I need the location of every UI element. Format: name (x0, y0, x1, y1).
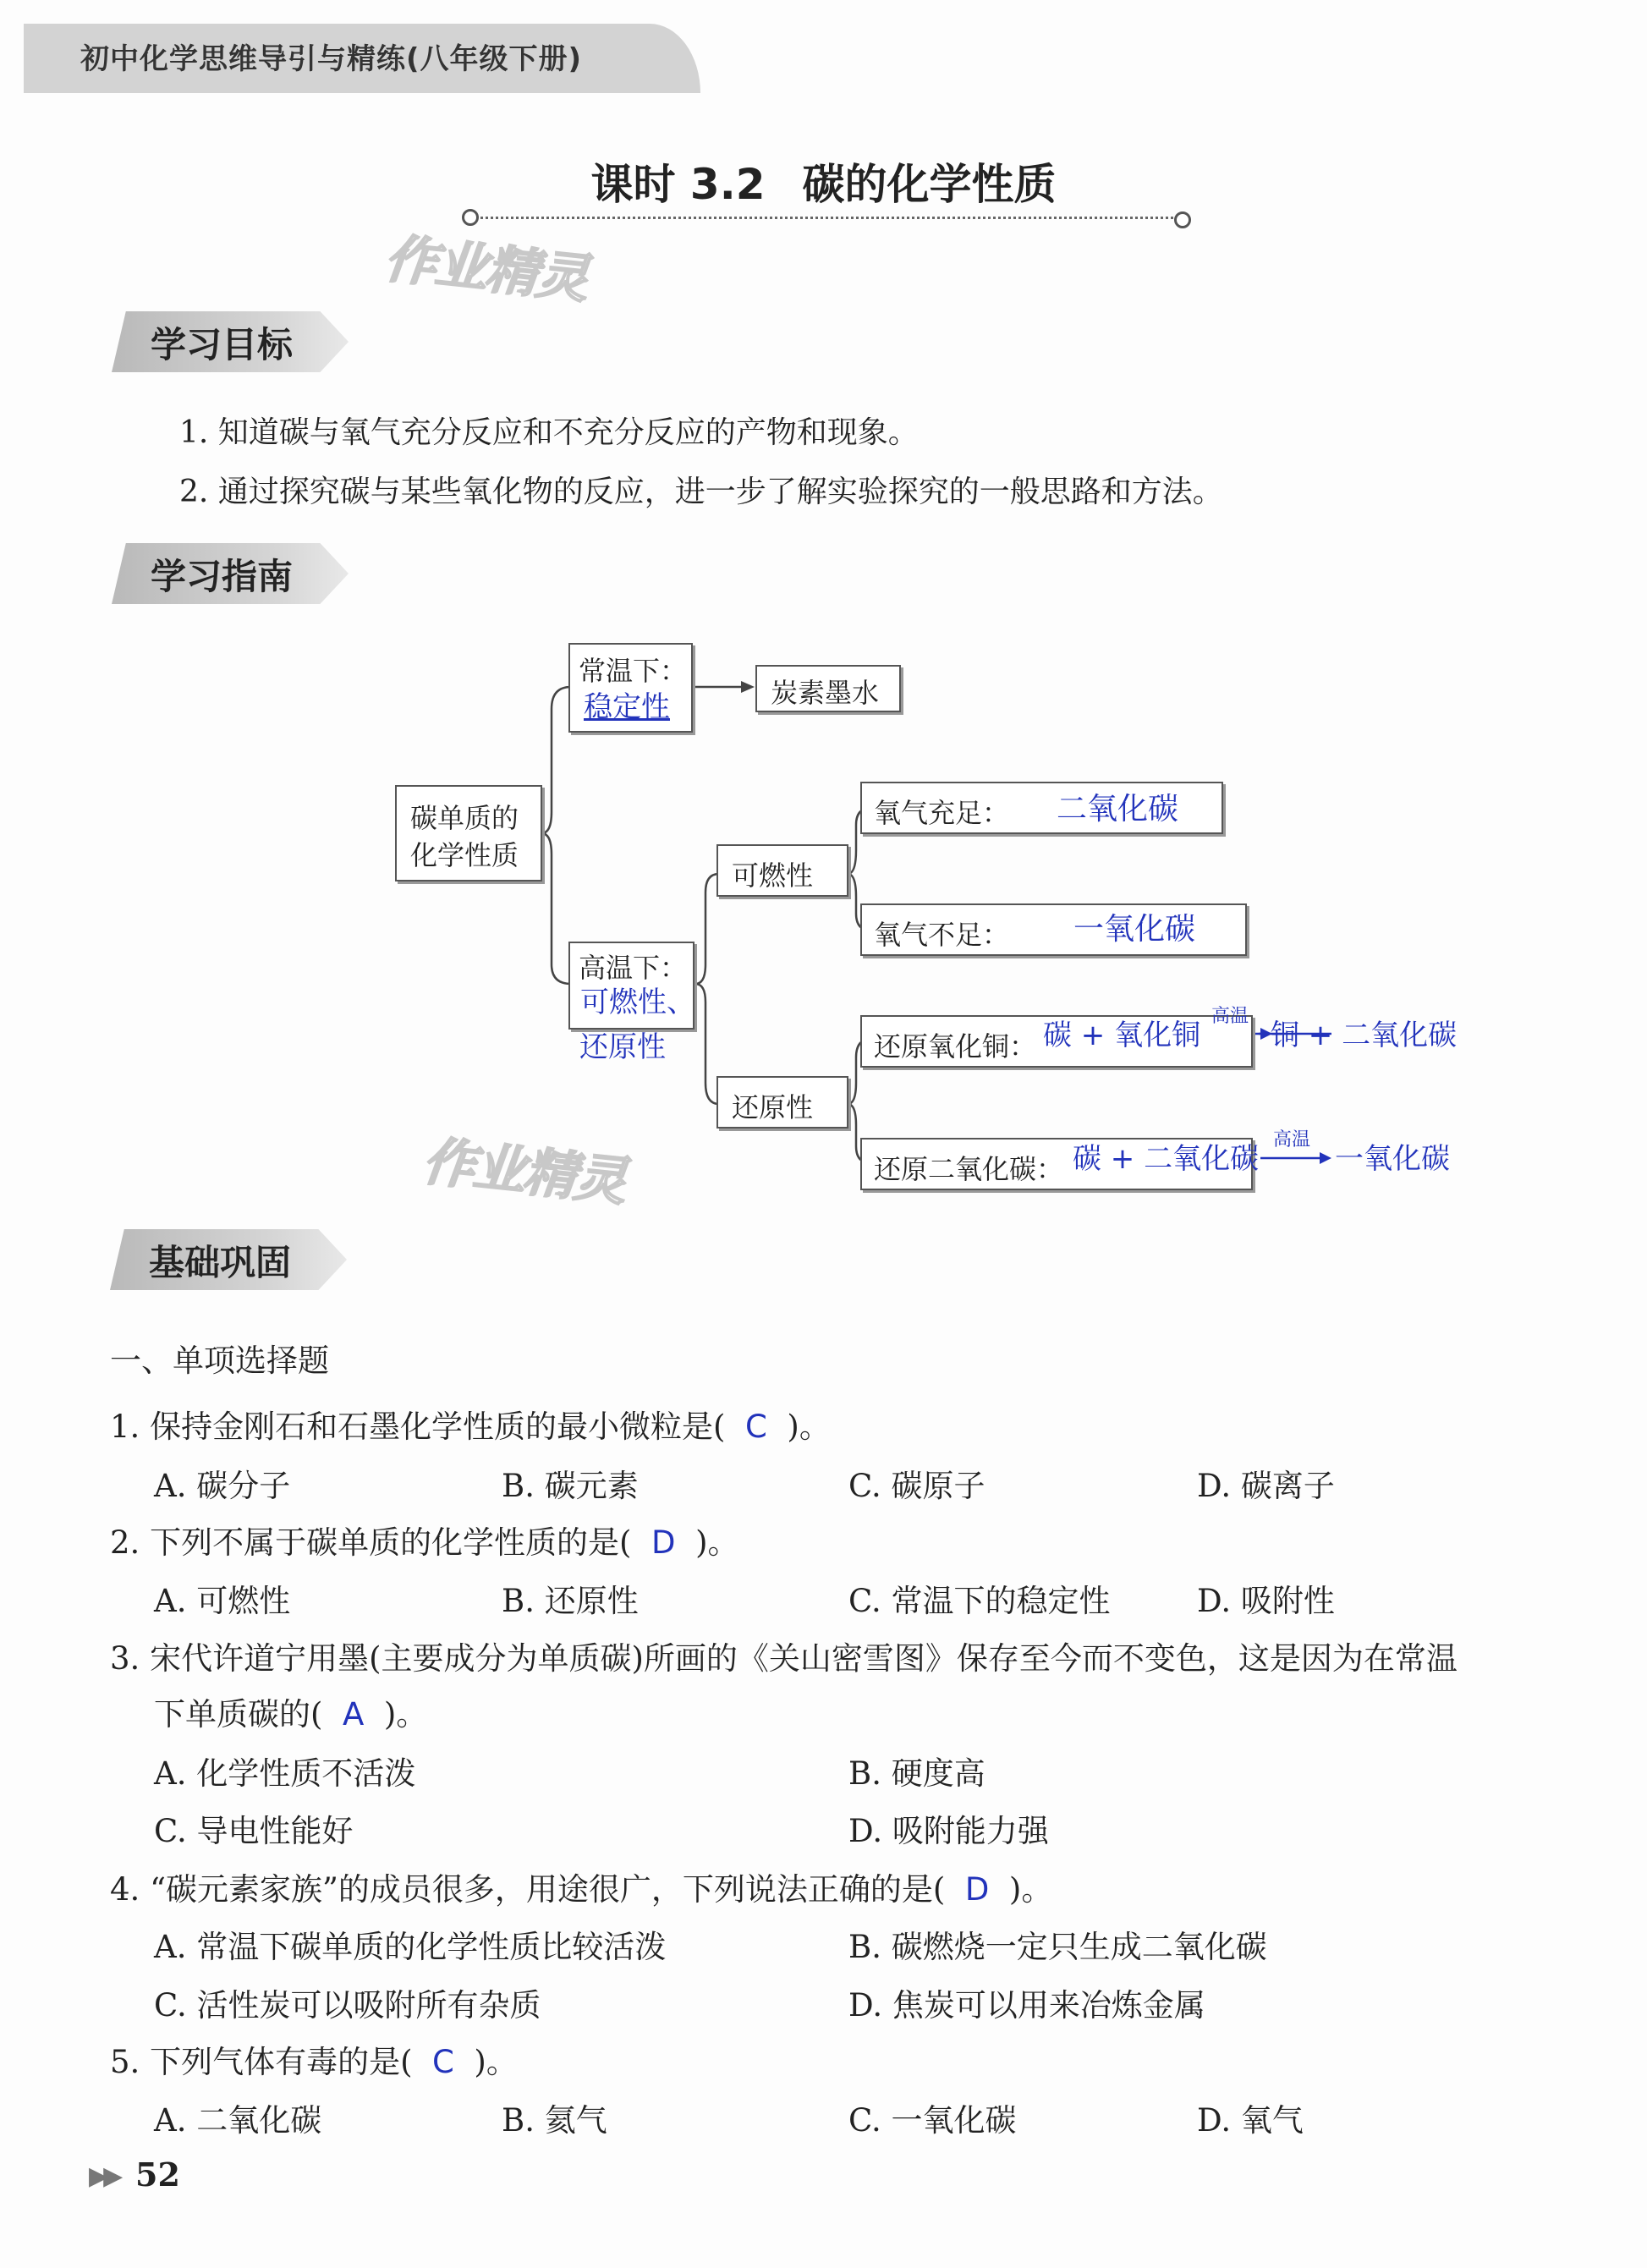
stem-end: )。 (695, 1524, 739, 1561)
section-title-basics: 基础巩固 (149, 1242, 292, 1283)
book-title: 初中化学思维导引与精练(八年级下册) (80, 42, 583, 76)
ink-label: 炭素墨水 (771, 677, 880, 709)
answer: D (651, 1524, 676, 1561)
mindmap-o2-enough (860, 782, 1223, 834)
option: B. 碳元素 (502, 1468, 639, 1504)
stem-text: 4. “碳元素家族”的成员很多，用途很广，下列说法正确的是( (110, 1871, 946, 1908)
mindmap-high-temp (568, 942, 694, 1030)
option: A. 可燃性 (154, 1583, 291, 1619)
mindmap-o2-lack (860, 903, 1247, 956)
option: C. 导电性能好 (154, 1813, 354, 1849)
section-title-objectives: 学习目标 (151, 324, 294, 365)
answer: A (342, 1696, 365, 1733)
question-stem (154, 1689, 427, 1734)
normal-temp-label: 常温下： (579, 655, 688, 687)
reduce-co2-condition: 高温 (1273, 1129, 1311, 1150)
mindmap-root (395, 785, 542, 881)
reduce-co2-reactants: 碳 + 二氧化碳 (1073, 1142, 1260, 1176)
stem-end: )。 (474, 2044, 518, 2080)
option: C. 常温下的稳定性 (848, 1583, 1111, 1619)
option: D. 吸附能力强 (848, 1813, 1049, 1849)
question-stem-line1: 3. 宋代许道宁用墨(主要成分为单质碳)所画的《关山密雪图》保存至今而不变色，这是因为在常温 (110, 1640, 1458, 1677)
stem-text: 5. 下列气体有毒的是( (110, 2044, 413, 2080)
option: C. 一氧化碳 (848, 2102, 1017, 2139)
lesson-number: 课时 3.2 (590, 160, 766, 209)
option: A. 常温下碳单质的化学性质比较活泼 (154, 1929, 667, 1965)
mindmap-normal-temp (568, 643, 693, 733)
stem-text: 1. 保持金刚石和石墨化学性质的最小微粒是( (110, 1409, 726, 1445)
high-temp-answer-1: 可燃性、 (580, 986, 695, 1019)
stem-end: )。 (787, 1409, 831, 1445)
o2-lack-answer: 一氧化碳 (1073, 912, 1196, 947)
option: C. 碳原子 (848, 1468, 985, 1504)
option: D. 焦炭可以用来冶炼金属 (848, 1987, 1205, 2024)
option: B. 还原性 (502, 1583, 639, 1619)
stem-text: 下单质碳的( (154, 1696, 323, 1733)
o2-lack-label: 氧气不足： (874, 919, 1010, 951)
option: B. 硬度高 (848, 1755, 985, 1792)
objective-item: 2. 通过探究碳与某些氧化物的反应，进一步了解实验探究的一般思路和方法。 (179, 475, 1223, 509)
part-heading: 一、单项选择题 (110, 1343, 329, 1379)
option: A. 二氧化碳 (154, 2102, 322, 2139)
reduce-co2-products: 一氧化碳 (1335, 1142, 1450, 1176)
option: B. 氦气 (502, 2102, 607, 2139)
answer: D (964, 1871, 990, 1908)
page-number: 52 (135, 2155, 180, 2194)
option: C. 活性炭可以吸附所有杂质 (154, 1987, 541, 2024)
option: D. 碳离子 (1197, 1468, 1335, 1504)
reducing-label: 还原性 (732, 1091, 814, 1123)
option: B. 碳燃烧一定只生成二氧化碳 (848, 1929, 1267, 1965)
question-stem (110, 1401, 831, 1447)
option: A. 化学性质不活泼 (154, 1755, 416, 1792)
question-stem (110, 2036, 518, 2082)
o2-enough-label: 氧气充足： (874, 797, 1010, 829)
question-stem (110, 1517, 739, 1562)
high-temp-answer-2: 还原性 (579, 1030, 666, 1064)
mindmap-ink (755, 665, 901, 712)
stem-text: 2. 下列不属于碳单质的化学性质的是( (110, 1524, 632, 1561)
page-arrows-icon: ▶▶ (89, 2161, 118, 2191)
stem-end: )。 (383, 1696, 428, 1733)
objective-item: 1. 知道碳与氧气充分反应和不充分反应的产物和现象。 (179, 415, 919, 450)
option: A. 碳分子 (154, 1468, 291, 1504)
high-temp-label: 高温下： (579, 952, 688, 984)
reduce-cuo-reactants: 碳 + 氧化铜 (1043, 1019, 1201, 1052)
mindmap-reducing (716, 1076, 848, 1129)
question-stem (110, 1864, 1052, 1909)
option: D. 吸附性 (1197, 1583, 1335, 1619)
reduce-cuo-label: 还原氧化铜： (874, 1030, 1037, 1063)
answer: C (745, 1409, 767, 1445)
option: D. 氧气 (1197, 2102, 1304, 2139)
reduce-cuo-condition: 高温 (1211, 1006, 1249, 1027)
mindmap-root-line1: 碳单质的 (410, 802, 519, 834)
mindmap-root-line2: 化学性质 (410, 839, 519, 871)
reduce-cuo-products: 铜 + 二氧化碳 (1271, 1019, 1458, 1052)
o2-enough-answer: 二氧化碳 (1057, 792, 1179, 826)
answer: C (432, 2044, 454, 2080)
watermark: 作业精灵 (420, 1129, 629, 1213)
reduce-co2-label: 还原二氧化碳： (874, 1153, 1064, 1185)
flammable-label: 可燃性 (732, 859, 814, 892)
lesson-topic: 碳的化学性质 (802, 160, 1057, 209)
mindmap-flammable (716, 844, 848, 897)
section-title-guide: 学习指南 (151, 556, 294, 597)
normal-temp-answer: 稳定性 (584, 690, 670, 724)
stem-end: )。 (1008, 1871, 1053, 1908)
watermark: 作业精灵 (382, 227, 590, 310)
